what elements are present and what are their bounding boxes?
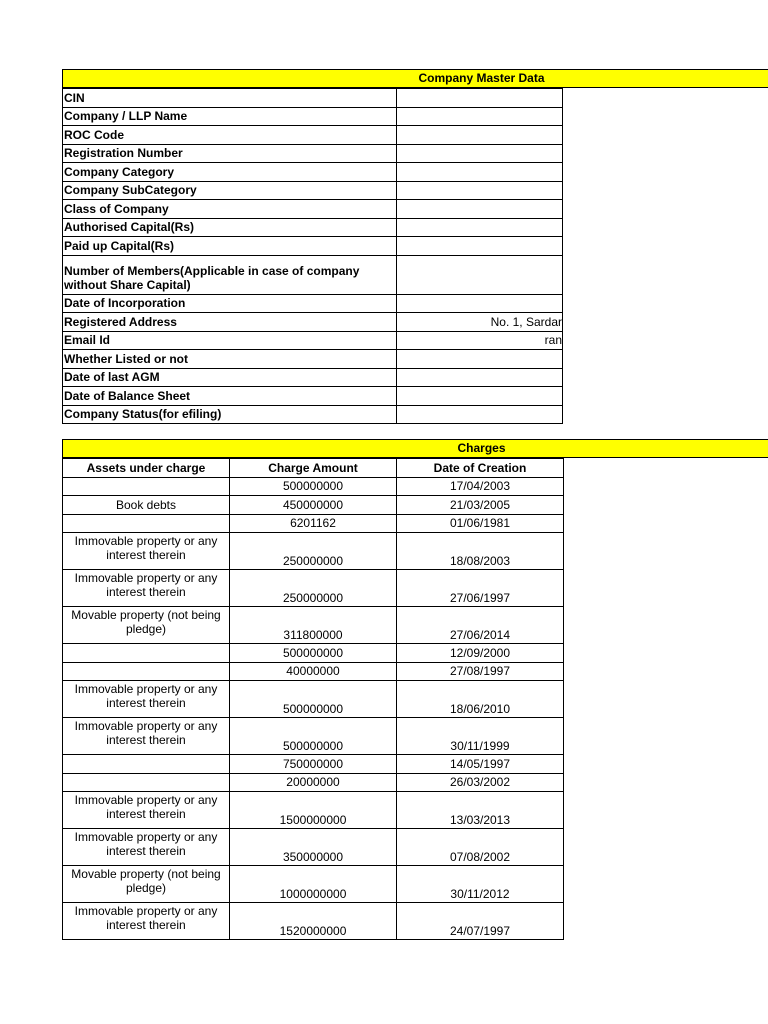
master-row	[63, 294, 563, 313]
master-row	[63, 89, 563, 108]
asset-cell[interactable]: Immovable property or any interest therein	[63, 718, 230, 755]
amount-cell[interactable]: 500000000	[230, 681, 397, 718]
amount-cell[interactable]: 311800000	[230, 607, 397, 644]
charge-row	[63, 866, 564, 903]
master-label: ROC Code	[63, 126, 397, 145]
master-row	[63, 163, 563, 182]
header-date: Date of Creation	[397, 459, 564, 478]
master-value[interactable]	[397, 350, 563, 369]
master-row	[63, 218, 563, 237]
master-label: Date of Balance Sheet	[63, 387, 397, 406]
master-row	[63, 200, 563, 219]
amount-cell[interactable]: 250000000	[230, 570, 397, 607]
date-cell[interactable]: 27/06/2014	[397, 607, 564, 644]
asset-cell[interactable]: Movable property (not being pledge)	[63, 607, 230, 644]
charge-row	[63, 662, 564, 681]
master-label: Paid up Capital(Rs)	[63, 237, 397, 256]
amount-cell[interactable]: 1520000000	[230, 903, 397, 940]
charge-row	[63, 903, 564, 940]
master-value[interactable]	[397, 255, 563, 294]
master-value[interactable]: No. 1, Sardar	[397, 313, 563, 332]
asset-cell[interactable]: Immovable property or any interest therein	[63, 792, 230, 829]
master-label: Company SubCategory	[63, 181, 397, 200]
master-row	[63, 126, 563, 145]
amount-cell[interactable]: 500000000	[230, 718, 397, 755]
date-cell[interactable]: 27/06/1997	[397, 570, 564, 607]
master-row	[63, 255, 563, 294]
date-cell[interactable]: 26/03/2002	[397, 773, 564, 792]
charges-section	[62, 439, 768, 940]
master-row	[63, 405, 563, 424]
asset-cell[interactable]: Movable property (not being pledge)	[63, 866, 230, 903]
master-row	[63, 387, 563, 406]
charge-row	[63, 829, 564, 866]
charge-row	[63, 644, 564, 663]
master-label: CIN	[63, 89, 397, 108]
master-value[interactable]	[397, 200, 563, 219]
asset-cell[interactable]	[63, 644, 230, 663]
header-amount: Charge Amount	[230, 459, 397, 478]
amount-cell[interactable]: 20000000	[230, 773, 397, 792]
master-label: Whether Listed or not	[63, 350, 397, 369]
asset-cell[interactable]: Immovable property or any interest therein	[63, 903, 230, 940]
date-cell[interactable]: 14/05/1997	[397, 755, 564, 774]
master-label: Number of Members(Applicable in case of company without Share Capital)	[63, 255, 397, 294]
master-header-bar	[62, 69, 768, 88]
amount-cell[interactable]: 450000000	[230, 496, 397, 515]
master-value[interactable]	[397, 368, 563, 387]
master-label: Authorised Capital(Rs)	[63, 218, 397, 237]
master-value[interactable]	[397, 107, 563, 126]
master-label: Company / LLP Name	[63, 107, 397, 126]
master-label: Date of last AGM	[63, 368, 397, 387]
master-label: Registration Number	[63, 144, 397, 163]
master-label: Email Id	[63, 331, 397, 350]
master-row	[63, 331, 563, 350]
date-cell[interactable]: 01/06/1981	[397, 514, 564, 533]
amount-cell[interactable]: 1000000000	[230, 866, 397, 903]
asset-cell[interactable]: Immovable property or any interest therein	[63, 829, 230, 866]
charge-row	[63, 570, 564, 607]
date-cell[interactable]: 30/11/1999	[397, 718, 564, 755]
date-cell[interactable]: 18/08/2003	[397, 533, 564, 570]
master-row	[63, 313, 563, 332]
master-value[interactable]	[397, 405, 563, 424]
charges-table	[62, 458, 564, 940]
charge-row	[63, 792, 564, 829]
asset-cell[interactable]	[63, 662, 230, 681]
master-value[interactable]	[397, 218, 563, 237]
date-cell[interactable]: 27/08/1997	[397, 662, 564, 681]
master-value[interactable]	[397, 237, 563, 256]
amount-cell[interactable]: 500000000	[230, 477, 397, 496]
date-cell[interactable]: 07/08/2002	[397, 829, 564, 866]
master-row	[63, 144, 563, 163]
master-label: Registered Address	[63, 313, 397, 332]
master-row	[63, 107, 563, 126]
master-label: Date of Incorporation	[63, 294, 397, 313]
amount-cell[interactable]: 350000000	[230, 829, 397, 866]
date-cell[interactable]: 13/03/2013	[397, 792, 564, 829]
amount-cell[interactable]: 250000000	[230, 533, 397, 570]
master-row	[63, 181, 563, 200]
date-cell[interactable]: 18/06/2010	[397, 681, 564, 718]
master-label: Company Category	[63, 163, 397, 182]
amount-cell[interactable]: 500000000	[230, 644, 397, 663]
asset-cell[interactable]	[63, 477, 230, 496]
charge-row	[63, 607, 564, 644]
asset-cell[interactable]: Immovable property or any interest therein	[63, 533, 230, 570]
amount-cell[interactable]: 750000000	[230, 755, 397, 774]
master-value[interactable]	[397, 387, 563, 406]
charge-row	[63, 718, 564, 755]
master-row	[63, 237, 563, 256]
master-value[interactable]	[397, 294, 563, 313]
asset-cell[interactable]	[63, 755, 230, 774]
charges-header-bar	[62, 439, 768, 458]
master-value[interactable]	[397, 126, 563, 145]
charge-row	[63, 533, 564, 570]
charge-row	[63, 514, 564, 533]
asset-cell[interactable]	[63, 773, 230, 792]
header-assets: Assets under charge	[63, 459, 230, 478]
amount-cell[interactable]: 6201162	[230, 514, 397, 533]
date-cell[interactable]: 12/09/2000	[397, 644, 564, 663]
master-label: Company Status(for efiling)	[63, 405, 397, 424]
charges-title: Charges	[457, 441, 506, 455]
asset-cell[interactable]: Book debts	[63, 496, 230, 515]
master-title: Company Master Data	[418, 71, 545, 85]
master-row	[63, 350, 563, 369]
amount-cell[interactable]: 40000000	[230, 662, 397, 681]
date-cell[interactable]: 21/03/2005	[397, 496, 564, 515]
charges-header-row	[63, 459, 564, 478]
date-cell[interactable]: 30/11/2012	[397, 866, 564, 903]
asset-cell[interactable]: Immovable property or any interest therein	[63, 681, 230, 718]
charge-row	[63, 477, 564, 496]
master-value[interactable]: ran	[397, 331, 563, 350]
charge-row	[63, 755, 564, 774]
charge-row	[63, 773, 564, 792]
spreadsheet	[62, 69, 768, 938]
master-value[interactable]	[397, 163, 563, 182]
amount-cell[interactable]: 1500000000	[230, 792, 397, 829]
charge-row	[63, 496, 564, 515]
charge-row	[63, 681, 564, 718]
master-value[interactable]	[397, 89, 563, 108]
master-row	[63, 368, 563, 387]
master-value[interactable]	[397, 181, 563, 200]
asset-cell[interactable]	[63, 514, 230, 533]
master-value[interactable]	[397, 144, 563, 163]
master-label: Class of Company	[63, 200, 397, 219]
date-cell[interactable]: 24/07/1997	[397, 903, 564, 940]
date-cell[interactable]: 17/04/2003	[397, 477, 564, 496]
master-table	[62, 88, 563, 424]
asset-cell[interactable]: Immovable property or any interest therein	[63, 570, 230, 607]
